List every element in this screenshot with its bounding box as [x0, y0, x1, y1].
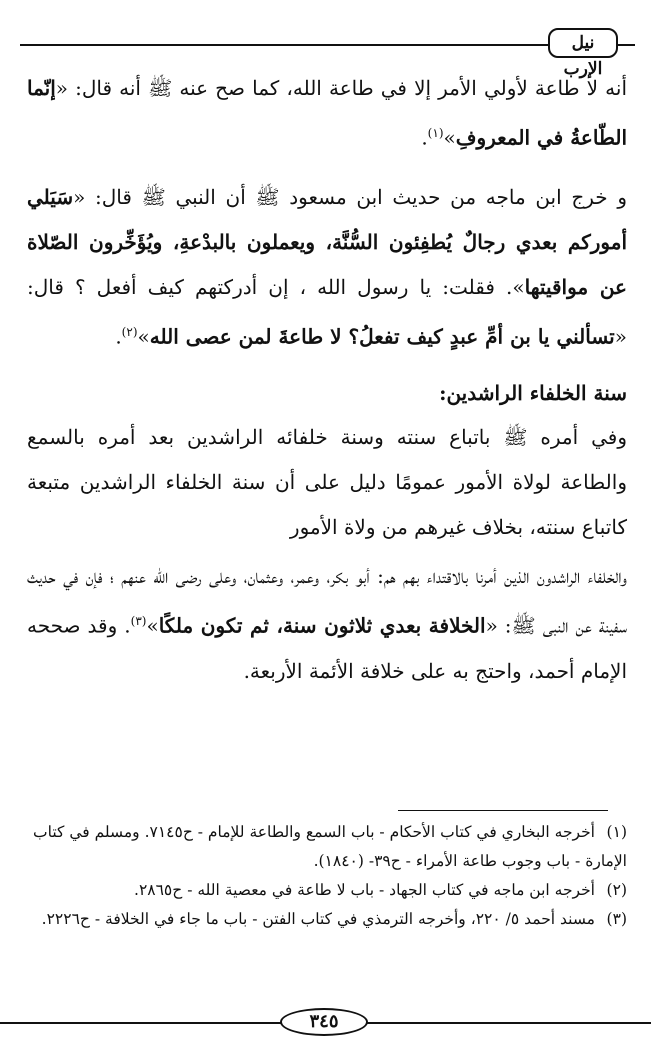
p2-hadith-quote-1: سَيَلي أموركم بعدي رجالٌ يُطفِئون السُّنَّة، ويعملون بالبدْعةِ، ويُؤَخِّرون الصّلاة عن مواقيتها: [27, 184, 627, 299]
footnote-3: [21, 905, 627, 934]
footnote-number: (٢): [606, 881, 627, 899]
p2-quote-close: »: [137, 324, 150, 349]
footnote-text: مسند أحمد ٥/ ٢٢٠، وأخرجه الترمذي في كتاب الفتن - باب ما جاء في الخلافة - ح٢٢٢٦.: [41, 910, 595, 928]
footnote-ref-2: (٢): [121, 324, 138, 339]
p2-tail: .: [115, 324, 122, 349]
footer-rule-left: [0, 1022, 282, 1024]
page-number: ٣٤٥: [280, 1008, 368, 1036]
p1-quote-close: »: [443, 125, 456, 150]
footnotes: [21, 818, 627, 934]
footnote-separator: [398, 810, 608, 811]
paragraph-3: وفي أمره ﷺ باتباع سنته وسنة خلفائه الراشدين بعد أمره بالسمع والطاعة لولاة الأمور عمومًا دليل على أن سنة الخلفاء الراشدين متبعة كاتباع سنته، بخلاف غيرهم من ولاة الأمور: [27, 425, 627, 540]
paragraph-1: [27, 66, 627, 161]
p1-hadith-quote: إنّما الطّاعةُ في المعروفِ: [27, 76, 627, 150]
footnote-ref-1: (١): [427, 126, 444, 140]
footnote-text: أخرجه ابن ماجه في كتاب الجهاد - باب لا طاعة في معصية الله - ح٢٨٦٥.: [134, 881, 595, 899]
paragraph-4: [27, 554, 627, 694]
footnote-number: (٣): [606, 910, 627, 928]
p1-tail: .: [421, 125, 428, 150]
header-rule: [20, 44, 550, 46]
running-header-title: نيل الإرب: [548, 28, 618, 58]
p2-text-a: و خرج ابن ماجه من حديث ابن مسعود ﷺ أن النبي ﷺ قال: «: [73, 184, 627, 209]
p1-text: أنه لا طاعة لأولي الأمر إلا في طاعة الله، كما صح عنه ﷺ أنه قال: «: [55, 76, 627, 100]
footer-rule-right: [366, 1022, 651, 1024]
footnote-number: (١): [606, 823, 627, 841]
p4-text-a: والخلفاء الراشدون الذين أمرنا بالاقتداء بهم هم: أبو بكر، وعمر، وعثمان، وعلى رضى الله عنهم ؛ فإن في حديث سفينة عن النبى ﷺ: «: [27, 564, 627, 638]
p4-hadith-quote: الخلافة بعدي ثلاثون سنة، ثم تكون ملكًا: [158, 613, 486, 638]
p4-text-b: . وقد صححه الإمام أحمد، واحتج به على خلافة الأئمة الأربعة.: [27, 613, 627, 683]
main-text: [27, 66, 627, 708]
paragraph-2: [27, 175, 627, 360]
section-heading: سنة الخلفاء الراشدين:: [439, 381, 627, 406]
header-rule-end: [615, 44, 635, 46]
p2-hadith-quote-2: تسألني يا بن أمِّ عبدٍ كيف تفعلُ؟ لا طاعةَ لمن عصى الله: [149, 324, 615, 349]
p4-quote-close: »: [146, 613, 159, 638]
footnote-text: أخرجه البخاري في كتاب الأحكام - باب السمع والطاعة للإمام - ح٧١٤٥. ومسلم في كتاب الإمارة - باب وجوب طاعة الأمراء - ح٣٩- (١٨٤٠).: [33, 823, 627, 870]
footnote-2: [21, 876, 627, 905]
p2-text-b: ». فقلت: يا رسول الله ، إن أدركتهم كيف أفعل ؟ قال: «: [27, 274, 627, 349]
footnote-ref-3: (٣): [130, 614, 147, 629]
footnote-1: [21, 818, 627, 876]
